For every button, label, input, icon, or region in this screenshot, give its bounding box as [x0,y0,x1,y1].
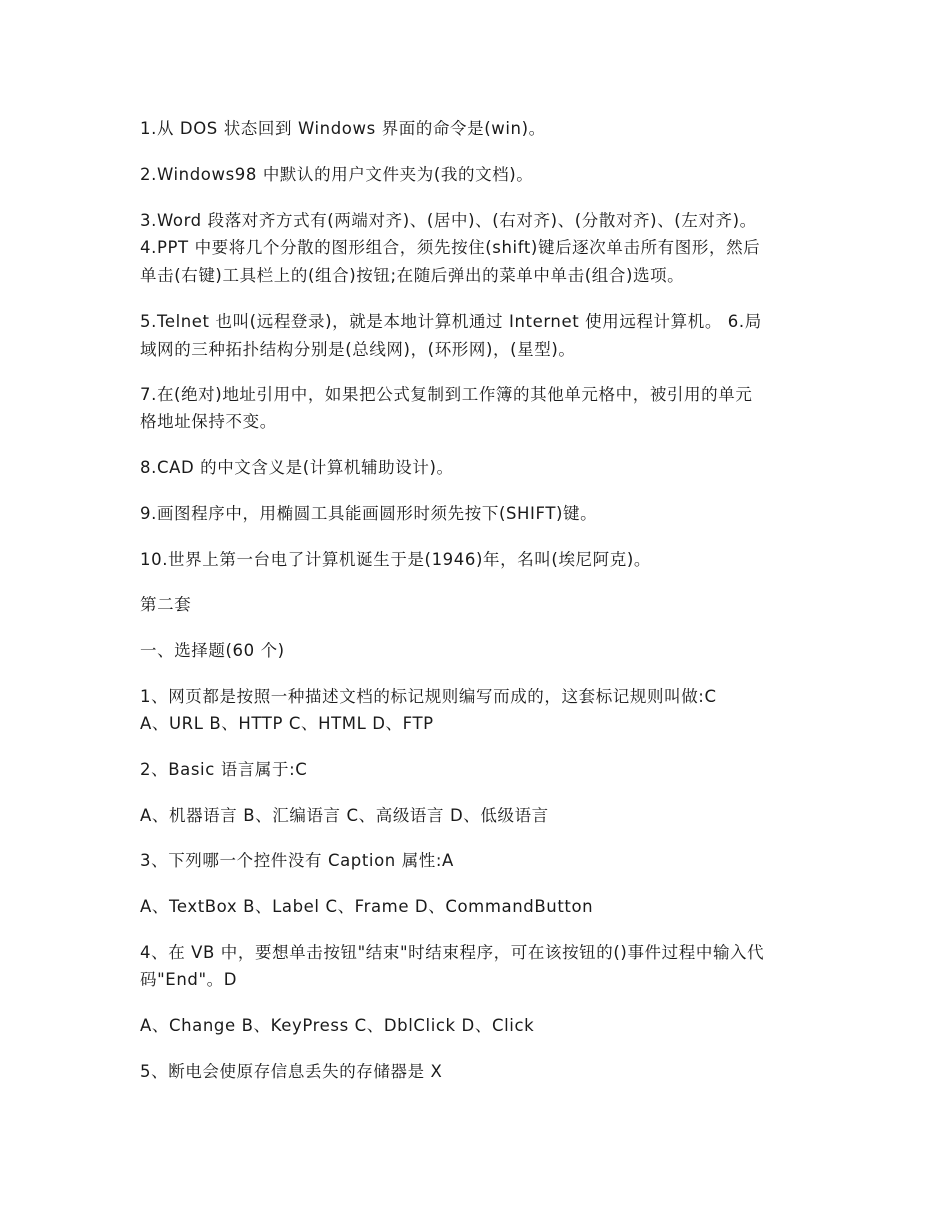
question-text: 3、下列哪一个控件没有 Caption 属性:A [140,851,454,870]
question-text: 4、在 VB 中，要想单击按钮"结束"时结束程序，可在该按钮的()事件过程中输入代 [140,943,765,962]
text-line: 单击(右键)工具栏上的(组合)按钮;在随后弹出的菜单中单击(组合)选项。 [140,266,685,285]
question-text-continued: 码"End"。D [140,970,238,989]
text-line: 10.世界上第一台电了计算机诞生于是(1946)年，名叫(埃尼阿克)。 [140,550,651,569]
question-text: 2、Basic 语言属于:C [140,760,308,779]
question-text: 1、网页都是按照一种描述文档的标记规则编写而成的，这套标记规则叫做:C [140,687,717,706]
text-line: 格地址保持不变。 [140,412,277,431]
text-line: 4.PPT 中要将几个分散的图形组合，须先按住(shift)键后逐次单击所有图形，然后 [140,238,761,257]
text-line: 3.Word 段落对齐方式有(两端对齐)、(居中)、(右对齐)、(分散对齐)、(左对齐)。 [140,211,757,230]
answer-options: A、TextBox B、Label C、Frame D、CommandButton [140,897,594,916]
text-line: 域网的三种拓扑结构分别是(总线网)，(环形网)，(星型)。 [140,340,576,359]
text-line: 8.CAD 的中文含义是(计算机辅助设计)。 [140,458,454,477]
answer-options: A、机器语言 B、汇编语言 C、高级语言 D、低级语言 [140,806,549,825]
text-line: 5.Telnet 也叫(远程登录)，就是本地计算机通过 Internet 使用远程计算机。 6.局 [140,312,762,331]
text-line: 1.从 DOS 状态回到 Windows 界面的命令是(win)。 [140,119,546,138]
answer-options: A、Change B、KeyPress C、DblClick D、Click [140,1016,535,1035]
text-line: 9.画图程序中，用椭圆工具能画圆形时须先按下(SHIFT)键。 [140,504,598,523]
subsection-heading: 一、选择题(60 个) [140,641,285,660]
text-line: 7.在(绝对)地址引用中，如果把公式复制到工作簿的其他单元格中，被引用的单元 [140,385,753,404]
text-line: 2.Windows98 中默认的用户文件夹为(我的文档)。 [140,165,534,184]
question-text: 5、断电会使原存信息丢失的存储器是 X [140,1062,443,1081]
section-heading: 第二套 [140,595,192,614]
answer-options: A、URL B、HTTP C、HTML D、FTP [140,714,434,733]
